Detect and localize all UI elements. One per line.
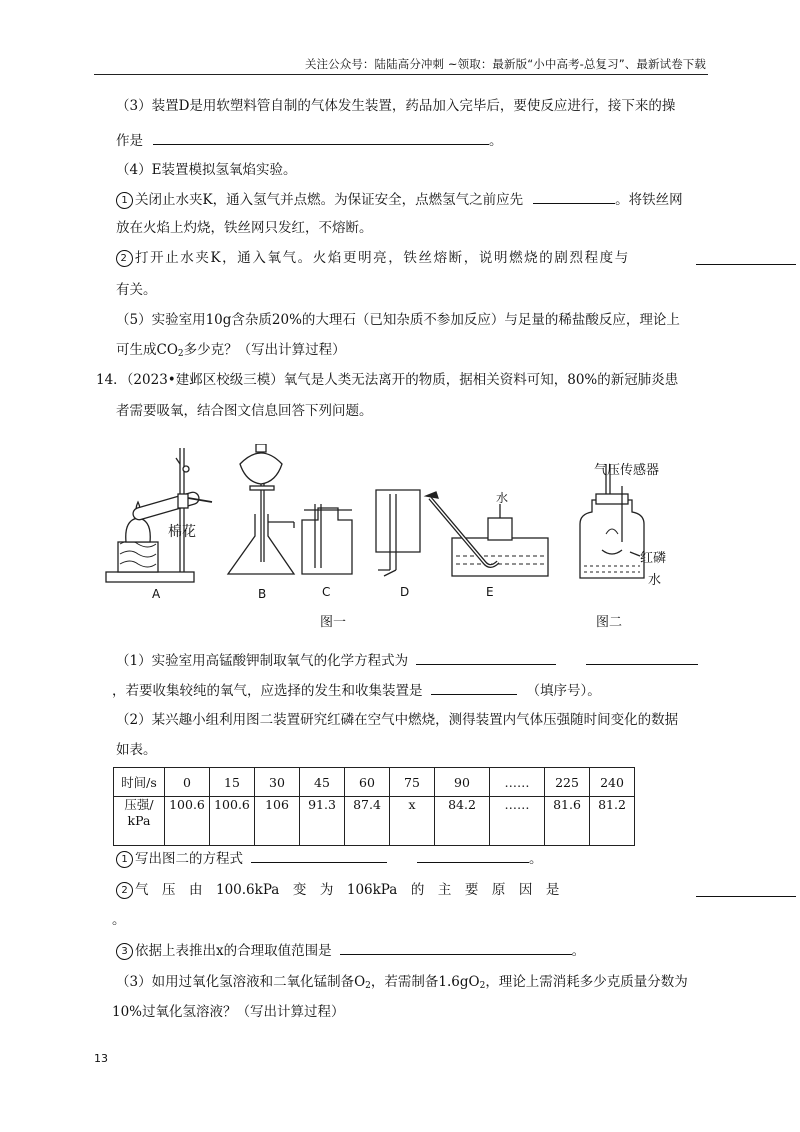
page-header: 关注公众号：陆陆高分冲刺 ~领取：最新版“小中高考-总复习”、最新试卷下载: [304, 57, 706, 71]
p1-line1: [116, 650, 698, 671]
apparatus-c: [302, 504, 352, 574]
circle-number-2: 2: [116, 250, 133, 267]
q4-part1: [116, 189, 683, 210]
table-cell: 75: [390, 768, 435, 797]
table-cell: 45: [300, 768, 345, 797]
table-cell: 106: [255, 797, 300, 846]
table-row-time: [114, 768, 635, 797]
p2-line1: （2）某兴趣小组利用图二装置研究红磷在空气中燃烧，测得装置内气体压强随时间变化的数据: [116, 712, 679, 728]
q4-part2-blank[interactable]: [696, 250, 796, 265]
table-cell: 15: [210, 768, 255, 797]
label-c: C: [322, 585, 331, 599]
table-cell: 30: [255, 768, 300, 797]
q4-part1-blank[interactable]: [533, 189, 615, 204]
fig1-caption: 图一: [320, 615, 347, 630]
p3-text-a: （3）如用过氧化氢溶液和二氧化锰制备O: [116, 974, 366, 990]
table-cell: ……: [490, 768, 545, 797]
s2-text: 气 压 由 100.6kPa 变 为 106kPa 的 主 要 原 因 是: [135, 882, 560, 898]
p1-line2-blank[interactable]: [431, 680, 517, 695]
q3-suffix: 。: [489, 133, 503, 149]
s2-line2: 。: [112, 912, 126, 928]
pressure-header-a: 压强/: [124, 797, 154, 812]
apparatus-figure: [100, 444, 720, 640]
table-cell: 91.3: [300, 797, 345, 846]
q5-line2: [116, 340, 346, 364]
q3-prefix: 作是: [116, 133, 143, 149]
s3-blank[interactable]: [340, 940, 572, 955]
apparatus-e: [426, 492, 548, 576]
water-label-e: 水: [496, 491, 509, 505]
q4-part2-line2: 有关。: [116, 282, 157, 298]
table-header-time: 时间/s: [114, 768, 165, 797]
table-cell: 81.2: [590, 797, 635, 846]
table-cell: 100.6: [210, 797, 255, 846]
q4-title: （4）E装置模拟氢氧焰实验。: [116, 162, 297, 178]
label-e: E: [486, 585, 494, 599]
table-cell: 0: [165, 768, 210, 797]
p3-line2: 10%过氧化氢溶液？（写出计算过程）: [112, 1004, 345, 1020]
table-cell: 100.6: [165, 797, 210, 846]
s1-line: [116, 848, 543, 869]
label-d: D: [400, 585, 410, 599]
p1-blank-b[interactable]: [586, 650, 698, 665]
table-cell: 87.4: [345, 797, 390, 846]
circle-number-1b: 1: [116, 851, 133, 868]
p1-text: （1）实验室用高锰酸钾制取氧气的化学方程式为: [116, 653, 409, 669]
p1-line2-suffix: （填序号）。: [526, 683, 601, 699]
table-cell: 240: [590, 768, 635, 797]
q4-part2: [116, 248, 630, 268]
q3-line2: [116, 130, 503, 151]
p3-text-b: ，若需制备1.6gO: [370, 974, 480, 990]
table-cell: 84.2: [435, 797, 490, 846]
apparatus-a: [106, 448, 212, 582]
s1-blank-a[interactable]: [251, 848, 387, 863]
apparatus-d: [376, 490, 420, 576]
p2-line2: 如表。: [116, 742, 157, 758]
table-cell: ……: [490, 797, 545, 846]
q4-part1-text-b: 。将铁丝网: [615, 192, 683, 208]
p3-sub2: 2: [479, 981, 486, 991]
p1-line2: [112, 680, 601, 701]
table-cell: 225: [545, 768, 590, 797]
s2-blank[interactable]: [696, 882, 796, 897]
s3-suffix: 。: [571, 943, 586, 959]
circle-number-3: 3: [116, 943, 133, 960]
circle-number-1: 1: [116, 192, 133, 209]
p3-text-c: ，理论上需消耗多少克质量分数为: [485, 974, 688, 990]
label-b: B: [258, 587, 267, 601]
sensor-label: 气压传感器: [594, 463, 660, 478]
page-number: 13: [94, 1052, 108, 1065]
q4-part1-text: 关闭止水夹K，通入氢气并点燃。为保证安全，点燃氢气之前应先: [135, 192, 524, 208]
s3-line: [116, 940, 585, 961]
q14-line2: 者需要吸氧，结合图文信息回答下列问题。: [116, 403, 373, 419]
s3-text: 依据上表推出x的合理取值范围是: [135, 943, 332, 959]
q5-subscript: 2: [177, 349, 184, 359]
phosphorus-label: 红磷: [640, 551, 667, 566]
s1-blank-b[interactable]: [417, 848, 529, 863]
apparatus-b: [228, 444, 294, 574]
s1-suffix: 。: [529, 851, 543, 867]
p1-line2-text: ，若要收集较纯的氧气，应选择的发生和收集装置是: [112, 683, 423, 699]
q5-text-b: 多少克？（写出计算过程）: [183, 342, 346, 358]
p3-line1: [116, 972, 688, 996]
s1-text: 写出图二的方程式: [135, 851, 243, 867]
table-cell: 60: [345, 768, 390, 797]
q3-line1: （3）装置D是用软塑料管自制的气体发生装置，药品加入完毕后，要使反应进行，接下来的操: [116, 98, 676, 114]
header-divider: [94, 74, 708, 75]
q5-text-a: 可生成CO: [116, 342, 178, 358]
table-header-pressure: [114, 797, 165, 846]
p3-sub1: 2: [365, 981, 371, 991]
q4-part2-text: 打开止水夹K，通入氧气。火焰更明亮，铁丝熔断，说明燃烧的剧烈程度与: [135, 250, 630, 266]
q4-part1-line2: 放在火焰上灼烧，铁丝网只发红，不熔断。: [116, 220, 373, 236]
q5-line1: （5）实验室用10g含杂质20%的大理石（已知杂质不参加反应）与足量的稀盐酸反应，理论上: [116, 312, 680, 328]
table-cell: 81.6: [545, 797, 590, 846]
p1-blank-a[interactable]: [416, 650, 556, 665]
q3-answer-blank[interactable]: [153, 130, 489, 145]
table-row-pressure: [114, 797, 635, 846]
q14-line1: 14．（2023•建邺区校级三模）氧气是人类无法离开的物质，据相关资料可知，80%的新冠肺炎患: [96, 372, 679, 388]
cotton-label: 棉花: [168, 524, 196, 540]
pressure-header-b: kPa: [127, 813, 151, 828]
water-label-fig2: 水: [648, 573, 662, 588]
table-cell: x: [390, 797, 435, 846]
pressure-table: [113, 767, 635, 846]
fig2-caption: 图二: [596, 615, 623, 630]
table-cell: 90: [435, 768, 490, 797]
apparatus-fig2: [580, 464, 644, 578]
label-a: A: [152, 587, 161, 601]
circle-number-2b: 2: [116, 882, 133, 899]
s2-line: [116, 880, 559, 900]
